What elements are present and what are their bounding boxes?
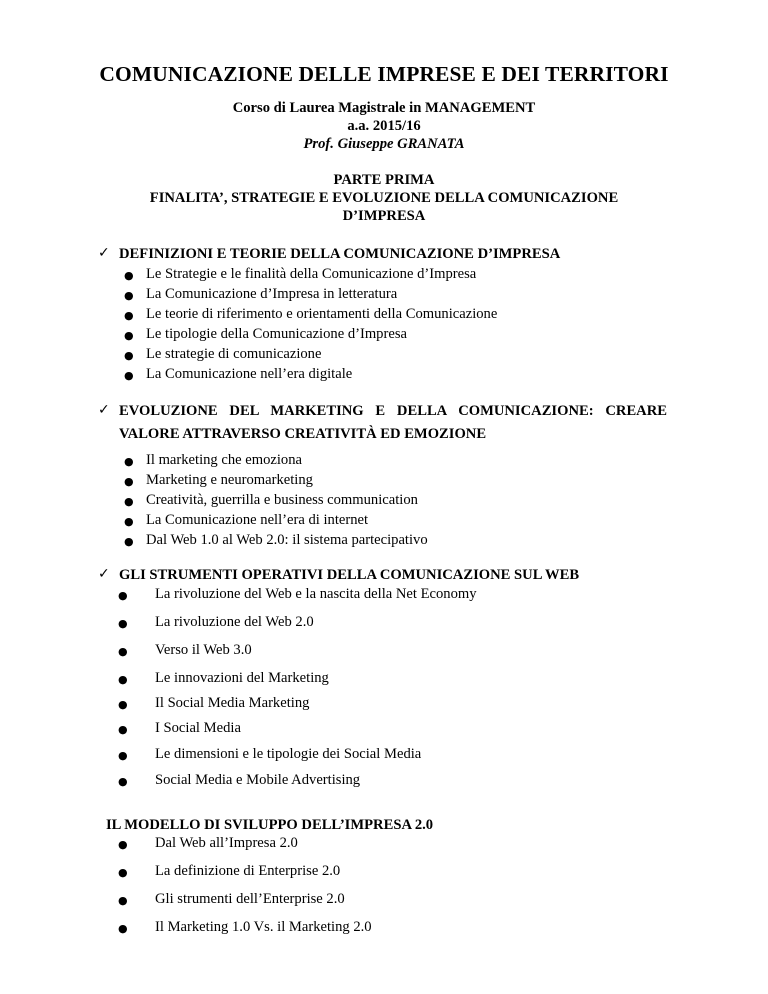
list-item: Le Strategie e le finalità della Comunicazione d’Impresa: [146, 266, 477, 282]
list-item: La Comunicazione nell’era di internet: [146, 512, 369, 528]
bullet-icon: ●: [118, 673, 128, 686]
list-item: Gli strumenti dell’Enterprise 2.0: [155, 891, 345, 907]
list-item: Il marketing che emoziona: [146, 452, 303, 468]
check-mark-icon: ✓: [98, 566, 110, 582]
bullet-icon: ●: [118, 922, 128, 935]
bullet-icon: ●: [124, 475, 134, 488]
list-item: Social Media e Mobile Advertising: [155, 772, 361, 788]
list-item: Dal Web all’Impresa 2.0: [155, 835, 298, 851]
bullet-icon: ●: [118, 723, 128, 736]
list-item: Il Marketing 1.0 Vs. il Marketing 2.0: [155, 919, 372, 935]
academic-year: a.a. 2015/16: [347, 118, 421, 134]
course-name: Corso di Laurea Magistrale in MANAGEMENT: [232, 100, 536, 116]
part-title-line-1: FINALITA’, STRATEGIE E EVOLUZIONE DELLA COMUNICAZIONE: [149, 190, 619, 206]
list-item: Le strategie di comunicazione: [146, 346, 322, 362]
bullet-icon: ●: [118, 698, 128, 711]
list-item: La rivoluzione del Web 2.0: [155, 614, 314, 630]
section-heading-line-1: EVOLUZIONE DEL MARKETING E DELLA COMUNICAZIONE: CREARE: [119, 403, 667, 419]
list-item: Le tipologie della Comunicazione d’Impresa: [146, 326, 407, 342]
part-label: PARTE PRIMA: [333, 172, 435, 188]
list-item: I Social Media: [155, 720, 241, 736]
section-heading-line-2: VALORE ATTRAVERSO CREATIVITÀ ED EMOZIONE: [119, 426, 487, 442]
document-title: COMUNICAZIONE DELLE IMPRESE E DEI TERRITORI: [99, 62, 669, 86]
list-item: Creatività, guerrilla e business communication: [146, 492, 418, 508]
bullet-icon: ●: [118, 589, 128, 602]
list-item: Le innovazioni del Marketing: [155, 670, 329, 686]
section-heading: IL MODELLO DI SVILUPPO DELL’IMPRESA 2.0: [106, 817, 434, 833]
bullet-icon: ●: [124, 495, 134, 508]
list-item: La Comunicazione d’Impresa in letteratura: [146, 286, 398, 302]
bullet-icon: ●: [118, 617, 128, 630]
bullet-icon: ●: [124, 455, 134, 468]
bullet-icon: ●: [124, 515, 134, 528]
bullet-icon: ●: [118, 894, 128, 907]
list-item: Verso il Web 3.0: [155, 642, 252, 658]
check-mark-icon: ✓: [98, 245, 110, 261]
bullet-icon: ●: [124, 329, 134, 342]
bullet-icon: ●: [124, 309, 134, 322]
professor-name: Prof. Giuseppe GRANATA: [303, 136, 465, 152]
check-mark-icon: ✓: [98, 402, 110, 418]
list-item: La rivoluzione del Web e la nascita della Net Economy: [155, 586, 477, 602]
bullet-icon: ●: [124, 349, 134, 362]
list-item: Le dimensioni e le tipologie dei Social Media: [155, 746, 422, 762]
bullet-icon: ●: [118, 749, 128, 762]
list-item: Le teorie di riferimento e orientamenti della Comunicazione: [146, 306, 498, 322]
list-item: Dal Web 1.0 al Web 2.0: il sistema partecipativo: [146, 532, 428, 548]
bullet-icon: ●: [124, 269, 134, 282]
bullet-icon: ●: [118, 838, 128, 851]
list-item: La Comunicazione nell’era digitale: [146, 366, 353, 382]
list-item: La definizione di Enterprise 2.0: [155, 863, 341, 879]
part-title-line-2: D’IMPRESA: [342, 208, 426, 224]
list-item: Marketing e neuromarketing: [146, 472, 313, 488]
bullet-icon: ●: [124, 535, 134, 548]
bullet-icon: ●: [118, 866, 128, 879]
bullet-icon: ●: [124, 369, 134, 382]
bullet-icon: ●: [124, 289, 134, 302]
bullet-icon: ●: [118, 775, 128, 788]
section-heading: GLI STRUMENTI OPERATIVI DELLA COMUNICAZIONE SUL WEB: [119, 567, 580, 583]
list-item: Il Social Media Marketing: [155, 695, 310, 711]
section-heading: DEFINIZIONI E TEORIE DELLA COMUNICAZIONE D’IMPRESA: [119, 246, 561, 262]
bullet-icon: ●: [118, 645, 128, 658]
